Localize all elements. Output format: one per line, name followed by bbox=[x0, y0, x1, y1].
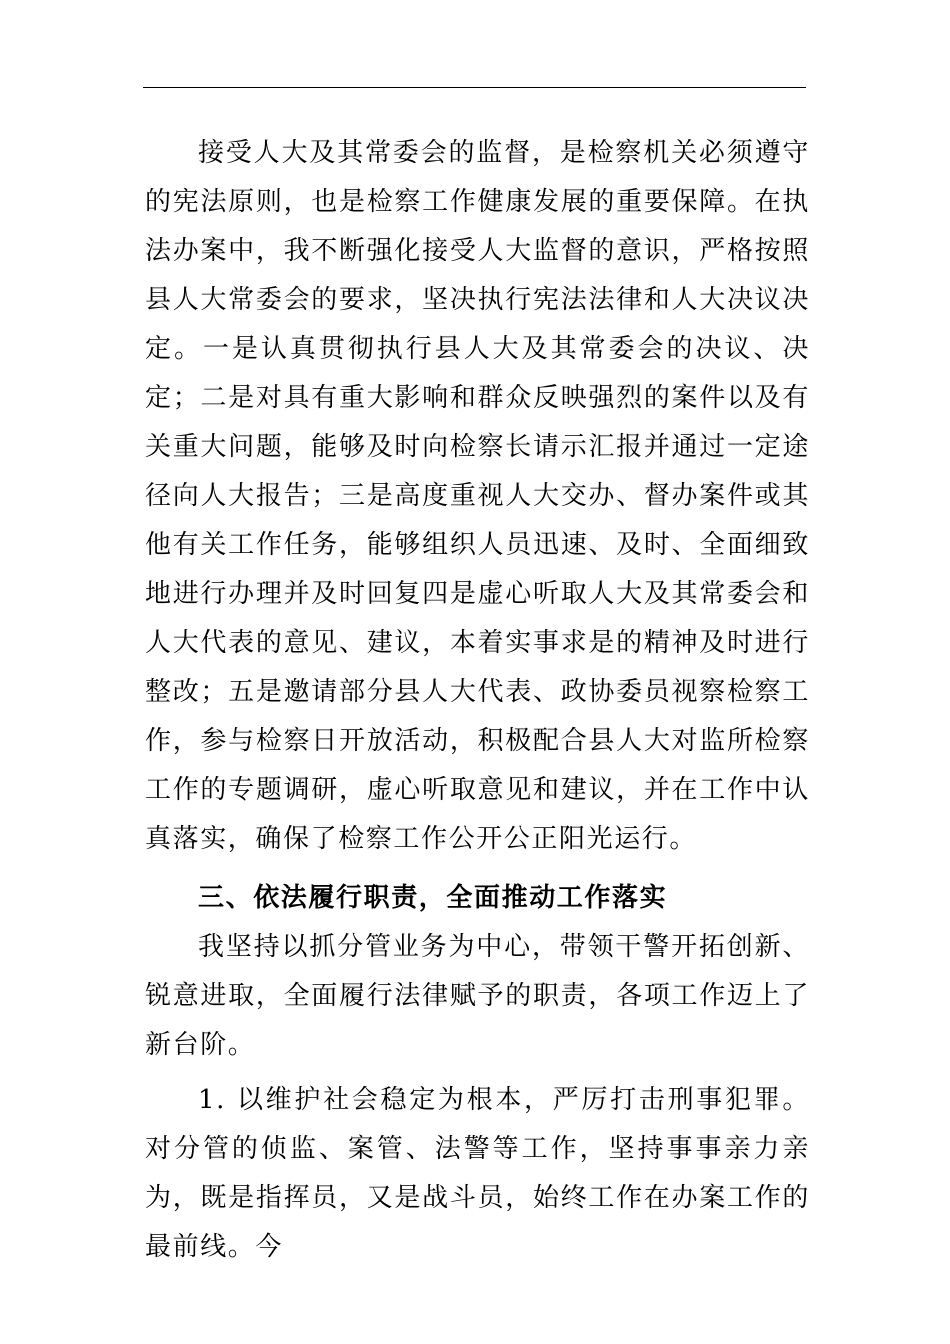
body-paragraph-2: 我坚持以抓分管业务为中心，带领干警开拓创新、锐意进取，全面履行法律赋予的职责，各项工作迈上了新台阶。 bbox=[145, 932, 810, 1060]
body-paragraph-1: 接受人大及其常委会的监督，是检察机关必须遵守的宪法原则，也是检察工作健康发展的重要保障。在执法办案中，我不断强化接受人大监督的意识，严格按照县人大常委会的要求，坚决执行宪法法律和人大决议决定。一是认真贯彻执行县人大及其常委会的决议、决定；二是对具有重大影响和群众反映强烈的案件以及有关重大问题，能够及时向检察长请示汇报并通过一定途径向人大报告；三是高度重视人大交办、督办案件或其他有关工作任务，能够组织人员迅速、及时、全面细致地进行办理并及时回复四是虚心听取人大及其常委会和人大代表的意见、建议，本着实事求是的精神及时进行整改；五是邀请部分县人大代表、政协委员视察检察工作，参与检察日开放活动，积极配合县人大对监所检察工作的专题调研，虚心听取意见和建议，并在工作中认真落实，确保了检察工作公开公正阳光运行。 bbox=[145, 138, 810, 854]
body-paragraph-3: 1. 以维护社会稳定为根本，严厉打击刑事犯罪。对分管的侦监、案管、法警等工作，坚持事事亲力亲为，既是指挥员，又是战斗员，始终工作在办案工作的最前线。今 bbox=[145, 1085, 810, 1262]
body-paragraph-3-block bbox=[145, 1076, 810, 1272]
header-rule bbox=[143, 87, 806, 88]
section-heading-block bbox=[145, 874, 810, 923]
section-heading-3: 三、依法履行职责，全面推动工作落实 bbox=[198, 883, 668, 913]
body-paragraph-1-block bbox=[145, 129, 810, 864]
body-paragraph-2-block bbox=[145, 923, 810, 1070]
